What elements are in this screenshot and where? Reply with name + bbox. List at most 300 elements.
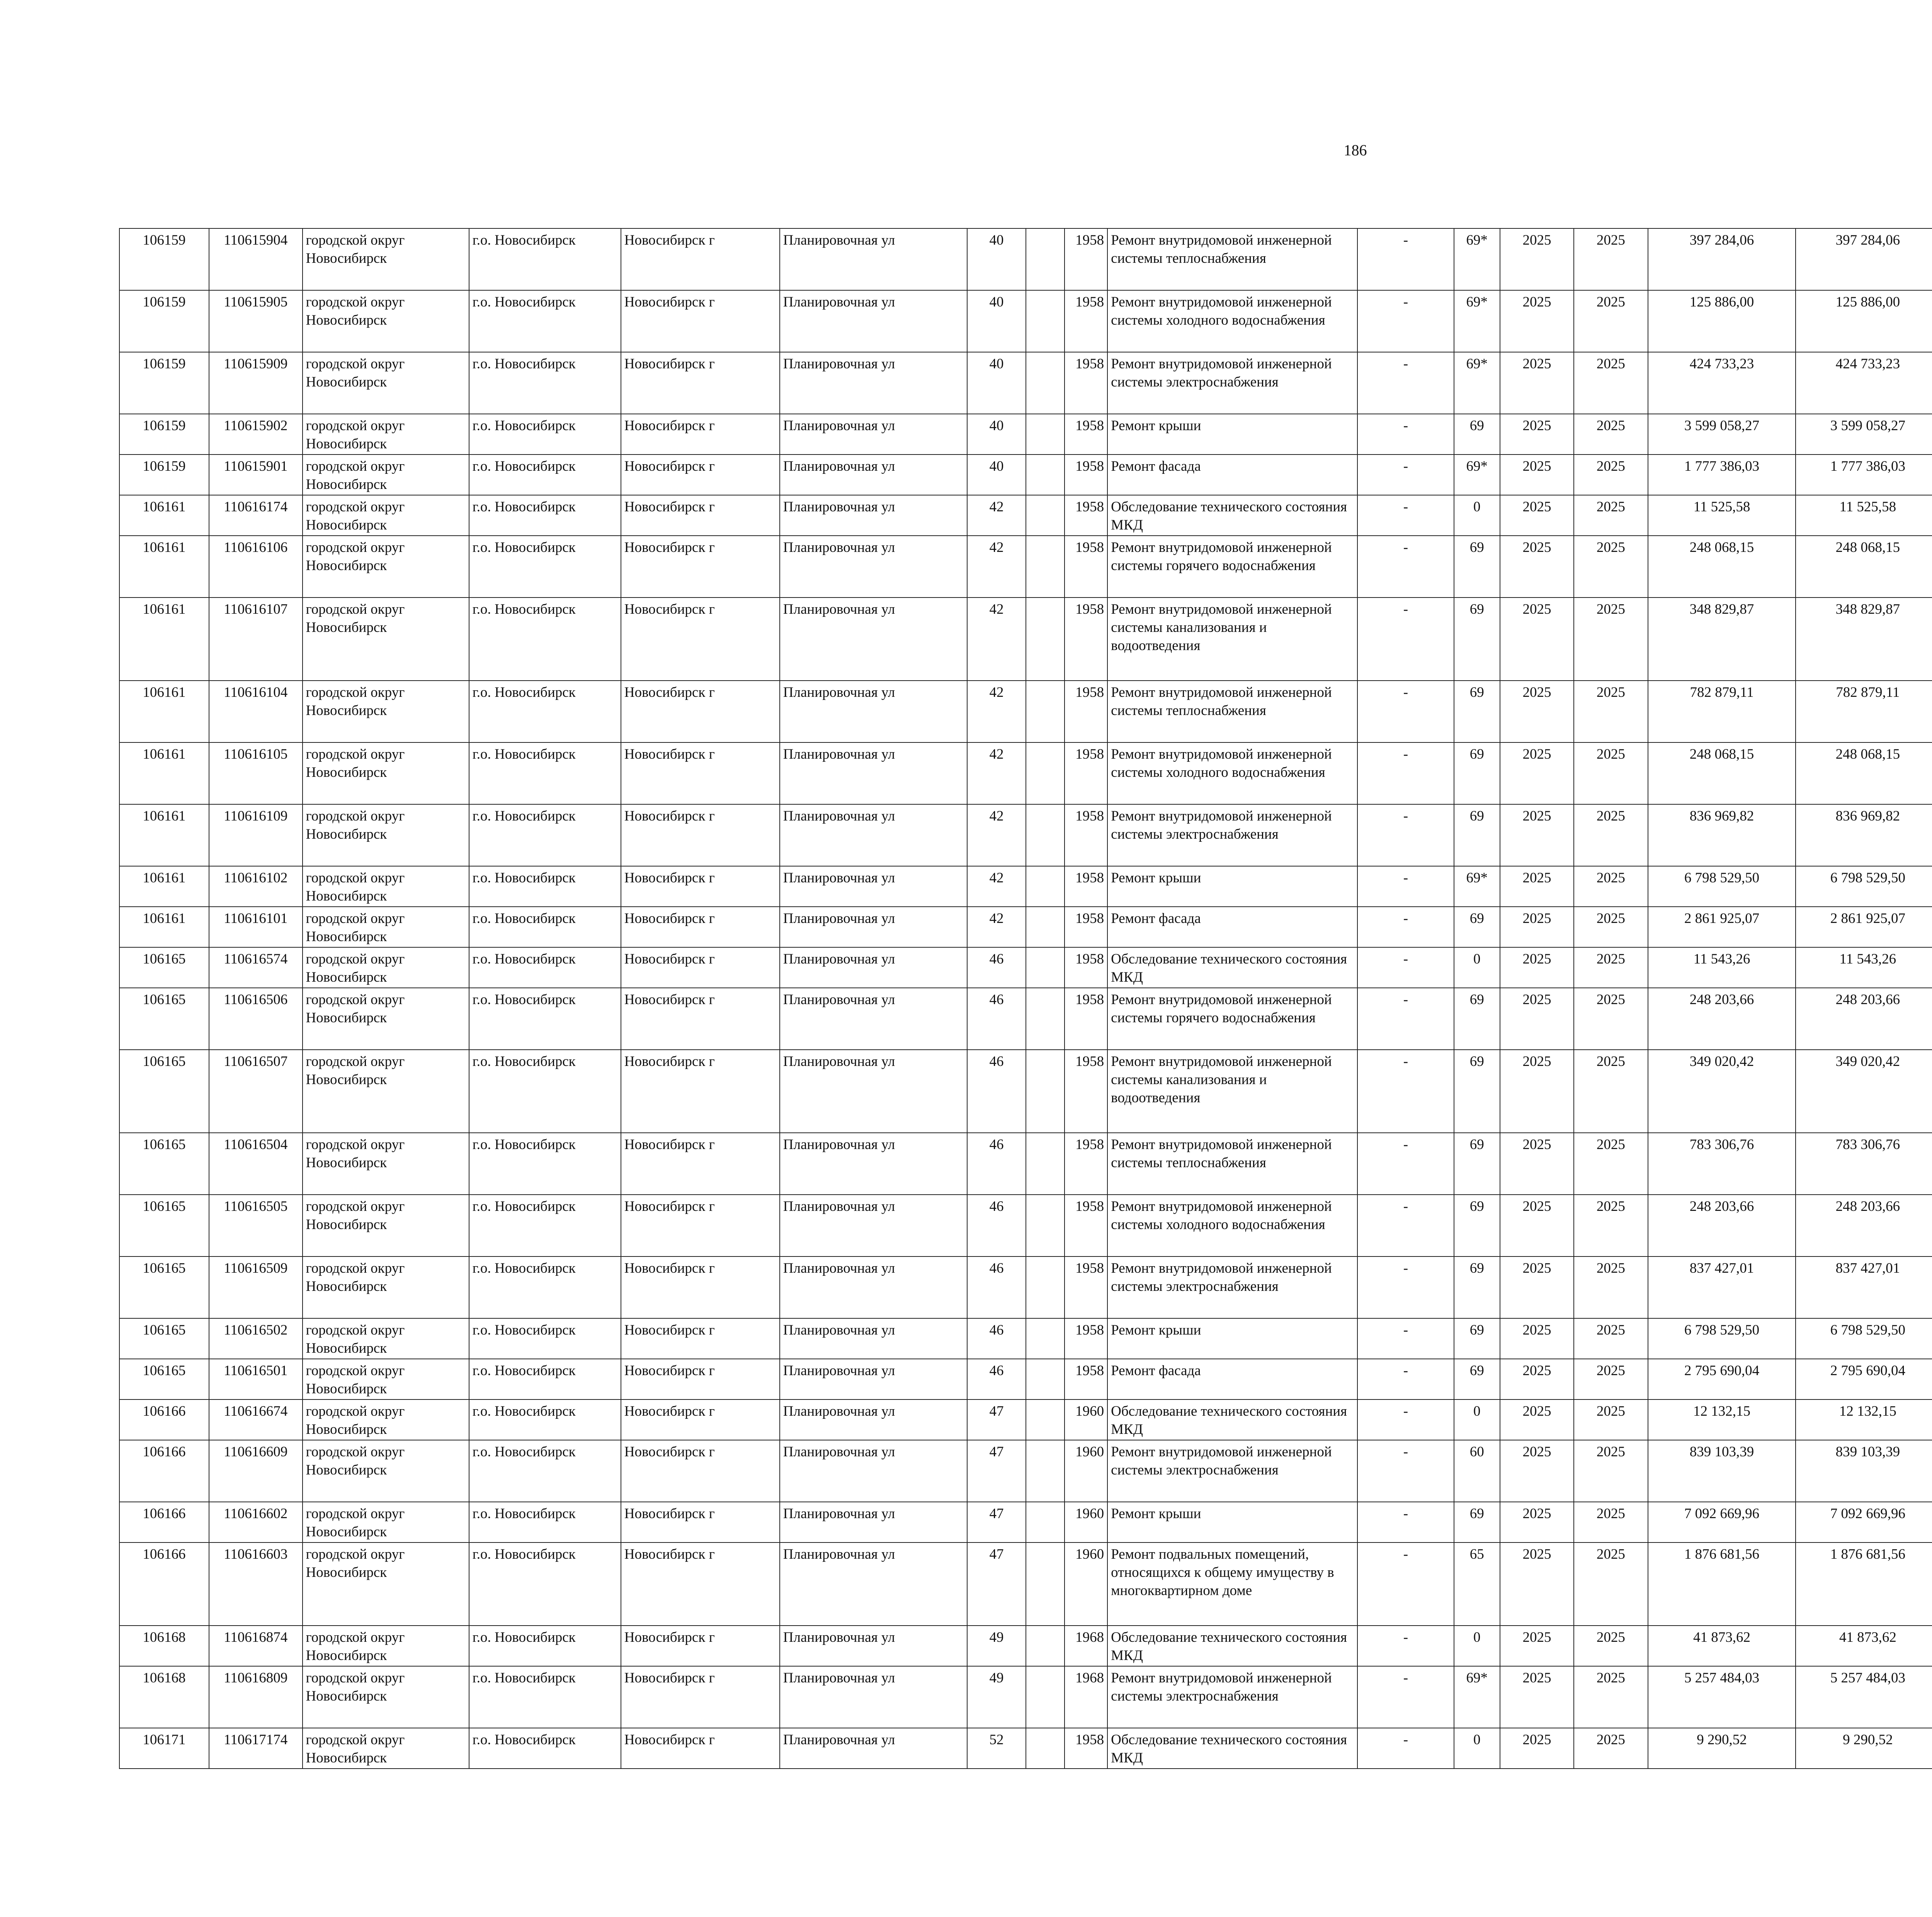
dash-cell: - [1357, 1542, 1454, 1626]
street-cell: Планировочная ул [780, 866, 968, 907]
done-year-cell: 2025 [1574, 536, 1648, 598]
total-cost-cell: 6 798 529,50 [1648, 1318, 1796, 1359]
plan-year-cell: 2025 [1500, 352, 1574, 414]
street-cell: Планировочная ул [780, 598, 968, 681]
municipality-cell: городской округ Новосибирск [303, 681, 469, 742]
table-row [119, 352, 1932, 414]
house-id-cell: 106161 [119, 495, 209, 536]
fund-cost-cell: 782 879,11 [1796, 681, 1932, 742]
municipality-cell: городской округ Новосибирск [303, 536, 469, 598]
municipality-cell: городской округ Новосибирск [303, 907, 469, 947]
work-type-cell: Ремонт внутридомовой инженерной системы электроснабжения [1107, 1256, 1357, 1318]
district-cell: г.о. Новосибирск [469, 1440, 621, 1502]
fund-cost-cell: 837 427,01 [1796, 1256, 1932, 1318]
house-id-cell: 106165 [119, 1318, 209, 1359]
locality-cell: Новосибирск г [621, 598, 780, 681]
wear-cell: 65 [1454, 1542, 1500, 1626]
done-year-cell: 2025 [1574, 352, 1648, 414]
dash-cell: - [1357, 1359, 1454, 1399]
fund-cost-cell: 1 876 681,56 [1796, 1542, 1932, 1626]
municipality-cell: городской округ Новосибирск [303, 742, 469, 804]
wear-cell: 69* [1454, 228, 1500, 290]
plan-year-cell: 2025 [1500, 455, 1574, 495]
year-built-cell: 1958 [1065, 290, 1107, 352]
building-cell [1026, 1318, 1065, 1359]
house-number-cell: 40 [967, 290, 1026, 352]
dash-cell: - [1357, 290, 1454, 352]
locality-cell: Новосибирск г [621, 947, 780, 988]
dash-cell: - [1357, 866, 1454, 907]
locality-cell: Новосибирск г [621, 1133, 780, 1195]
house-id-cell: 106171 [119, 1728, 209, 1769]
done-year-cell: 2025 [1574, 681, 1648, 742]
house-number-cell: 46 [967, 947, 1026, 988]
wear-cell: 69 [1454, 1195, 1500, 1256]
done-year-cell: 2025 [1574, 1195, 1648, 1256]
total-cost-cell: 11 525,58 [1648, 495, 1796, 536]
table-row [119, 804, 1932, 866]
plan-year-cell: 2025 [1500, 1359, 1574, 1399]
year-built-cell: 1958 [1065, 866, 1107, 907]
house-id-cell: 106165 [119, 1050, 209, 1133]
work-id-cell: 110616105 [209, 742, 303, 804]
work-id-cell: 110616506 [209, 988, 303, 1050]
done-year-cell: 2025 [1574, 1440, 1648, 1502]
plan-year-cell: 2025 [1500, 947, 1574, 988]
plan-year-cell: 2025 [1500, 907, 1574, 947]
dash-cell: - [1357, 228, 1454, 290]
plan-year-cell: 2025 [1500, 414, 1574, 455]
building-cell [1026, 907, 1065, 947]
street-cell: Планировочная ул [780, 1318, 968, 1359]
table-row [119, 1502, 1932, 1542]
street-cell: Планировочная ул [780, 290, 968, 352]
wear-cell: 0 [1454, 1728, 1500, 1769]
building-cell [1026, 1542, 1065, 1626]
locality-cell: Новосибирск г [621, 742, 780, 804]
year-built-cell: 1958 [1065, 947, 1107, 988]
dash-cell: - [1357, 1050, 1454, 1133]
fund-cost-cell: 6 798 529,50 [1796, 1318, 1932, 1359]
dash-cell: - [1357, 988, 1454, 1050]
work-type-cell: Ремонт внутридомовой инженерной системы холодного водоснабжения [1107, 1195, 1357, 1256]
dash-cell: - [1357, 1195, 1454, 1256]
table-row [119, 1626, 1932, 1666]
capital-repair-table [119, 228, 1932, 1769]
fund-cost-cell: 248 068,15 [1796, 742, 1932, 804]
done-year-cell: 2025 [1574, 1318, 1648, 1359]
wear-cell: 69 [1454, 804, 1500, 866]
wear-cell: 69* [1454, 290, 1500, 352]
dash-cell: - [1357, 947, 1454, 988]
table-row [119, 742, 1932, 804]
municipality-cell: городской округ Новосибирск [303, 598, 469, 681]
done-year-cell: 2025 [1574, 1133, 1648, 1195]
total-cost-cell: 5 257 484,03 [1648, 1666, 1796, 1728]
building-cell [1026, 1399, 1065, 1440]
plan-year-cell: 2025 [1500, 1728, 1574, 1769]
building-cell [1026, 1050, 1065, 1133]
locality-cell: Новосибирск г [621, 228, 780, 290]
done-year-cell: 2025 [1574, 290, 1648, 352]
street-cell: Планировочная ул [780, 1195, 968, 1256]
dash-cell: - [1357, 1133, 1454, 1195]
house-number-cell: 42 [967, 536, 1026, 598]
year-built-cell: 1958 [1065, 742, 1107, 804]
building-cell [1026, 228, 1065, 290]
street-cell: Планировочная ул [780, 1133, 968, 1195]
house-number-cell: 47 [967, 1542, 1026, 1626]
total-cost-cell: 782 879,11 [1648, 681, 1796, 742]
table-row [119, 1728, 1932, 1769]
work-id-cell: 110615905 [209, 290, 303, 352]
house-id-cell: 106161 [119, 804, 209, 866]
house-number-cell: 46 [967, 1359, 1026, 1399]
year-built-cell: 1958 [1065, 1256, 1107, 1318]
house-number-cell: 42 [967, 598, 1026, 681]
locality-cell: Новосибирск г [621, 1399, 780, 1440]
wear-cell: 69 [1454, 414, 1500, 455]
house-number-cell: 42 [967, 866, 1026, 907]
plan-year-cell: 2025 [1500, 804, 1574, 866]
house-number-cell: 52 [967, 1728, 1026, 1769]
district-cell: г.о. Новосибирск [469, 947, 621, 988]
municipality-cell: городской округ Новосибирск [303, 1359, 469, 1399]
locality-cell: Новосибирск г [621, 352, 780, 414]
total-cost-cell: 248 203,66 [1648, 1195, 1796, 1256]
house-id-cell: 106168 [119, 1626, 209, 1666]
street-cell: Планировочная ул [780, 536, 968, 598]
plan-year-cell: 2025 [1500, 598, 1574, 681]
building-cell [1026, 1728, 1065, 1769]
done-year-cell: 2025 [1574, 598, 1648, 681]
wear-cell: 0 [1454, 495, 1500, 536]
locality-cell: Новосибирск г [621, 1195, 780, 1256]
table-row [119, 598, 1932, 681]
work-type-cell: Ремонт внутридомовой инженерной системы теплоснабжения [1107, 681, 1357, 742]
building-cell [1026, 1502, 1065, 1542]
district-cell: г.о. Новосибирск [469, 1359, 621, 1399]
district-cell: г.о. Новосибирск [469, 742, 621, 804]
work-id-cell: 110616874 [209, 1626, 303, 1666]
done-year-cell: 2025 [1574, 1542, 1648, 1626]
year-built-cell: 1958 [1065, 1359, 1107, 1399]
locality-cell: Новосибирск г [621, 1666, 780, 1728]
year-built-cell: 1960 [1065, 1399, 1107, 1440]
work-id-cell: 110616574 [209, 947, 303, 988]
work-type-cell: Ремонт крыши [1107, 866, 1357, 907]
total-cost-cell: 2 795 690,04 [1648, 1359, 1796, 1399]
table-row [119, 228, 1932, 290]
work-id-cell: 110616609 [209, 1440, 303, 1502]
table-row [119, 1359, 1932, 1399]
municipality-cell: городской округ Новосибирск [303, 804, 469, 866]
fund-cost-cell: 397 284,06 [1796, 228, 1932, 290]
plan-year-cell: 2025 [1500, 1542, 1574, 1626]
building-cell [1026, 352, 1065, 414]
house-number-cell: 40 [967, 455, 1026, 495]
work-type-cell: Ремонт внутридомовой инженерной системы горячего водоснабжения [1107, 536, 1357, 598]
locality-cell: Новосибирск г [621, 1626, 780, 1666]
municipality-cell: городской округ Новосибирск [303, 1440, 469, 1502]
building-cell [1026, 742, 1065, 804]
total-cost-cell: 125 886,00 [1648, 290, 1796, 352]
house-id-cell: 106159 [119, 352, 209, 414]
year-built-cell: 1958 [1065, 1195, 1107, 1256]
done-year-cell: 2025 [1574, 1399, 1648, 1440]
locality-cell: Новосибирск г [621, 1440, 780, 1502]
house-number-cell: 42 [967, 742, 1026, 804]
district-cell: г.о. Новосибирск [469, 598, 621, 681]
district-cell: г.о. Новосибирск [469, 1542, 621, 1626]
total-cost-cell: 1 777 386,03 [1648, 455, 1796, 495]
work-type-cell: Ремонт внутридомовой инженерной системы электроснабжения [1107, 352, 1357, 414]
total-cost-cell: 348 829,87 [1648, 598, 1796, 681]
locality-cell: Новосибирск г [621, 1256, 780, 1318]
work-type-cell: Обследование технического состояния МКД [1107, 947, 1357, 988]
fund-cost-cell: 11 543,26 [1796, 947, 1932, 988]
year-built-cell: 1960 [1065, 1502, 1107, 1542]
street-cell: Планировочная ул [780, 1050, 968, 1133]
table-row [119, 1542, 1932, 1626]
municipality-cell: городской округ Новосибирск [303, 1256, 469, 1318]
work-type-cell: Ремонт подвальных помещений, относящихся к общему имуществу в многоквартирном доме [1107, 1542, 1357, 1626]
work-type-cell: Ремонт фасада [1107, 455, 1357, 495]
table-row [119, 1440, 1932, 1502]
locality-cell: Новосибирск г [621, 495, 780, 536]
work-id-cell: 110616502 [209, 1318, 303, 1359]
wear-cell: 0 [1454, 947, 1500, 988]
house-id-cell: 106168 [119, 1666, 209, 1728]
work-type-cell: Ремонт внутридомовой инженерной системы теплоснабжения [1107, 1133, 1357, 1195]
street-cell: Планировочная ул [780, 988, 968, 1050]
fund-cost-cell: 424 733,23 [1796, 352, 1932, 414]
municipality-cell: городской округ Новосибирск [303, 1133, 469, 1195]
house-id-cell: 106161 [119, 866, 209, 907]
plan-year-cell: 2025 [1500, 1502, 1574, 1542]
house-number-cell: 40 [967, 352, 1026, 414]
house-number-cell: 46 [967, 1050, 1026, 1133]
total-cost-cell: 6 798 529,50 [1648, 866, 1796, 907]
building-cell [1026, 1666, 1065, 1728]
fund-cost-cell: 6 798 529,50 [1796, 866, 1932, 907]
municipality-cell: городской округ Новосибирск [303, 352, 469, 414]
house-id-cell: 106161 [119, 536, 209, 598]
year-built-cell: 1958 [1065, 352, 1107, 414]
municipality-cell: городской округ Новосибирск [303, 947, 469, 988]
done-year-cell: 2025 [1574, 1502, 1648, 1542]
dash-cell: - [1357, 414, 1454, 455]
year-built-cell: 1958 [1065, 681, 1107, 742]
plan-year-cell: 2025 [1500, 1318, 1574, 1359]
district-cell: г.о. Новосибирск [469, 1728, 621, 1769]
fund-cost-cell: 12 132,15 [1796, 1399, 1932, 1440]
house-id-cell: 106159 [119, 228, 209, 290]
total-cost-cell: 11 543,26 [1648, 947, 1796, 988]
municipality-cell: городской округ Новосибирск [303, 1666, 469, 1728]
table-row [119, 1666, 1932, 1728]
street-cell: Планировочная ул [780, 414, 968, 455]
building-cell [1026, 536, 1065, 598]
done-year-cell: 2025 [1574, 742, 1648, 804]
municipality-cell: городской округ Новосибирск [303, 1195, 469, 1256]
done-year-cell: 2025 [1574, 1050, 1648, 1133]
municipality-cell: городской округ Новосибирск [303, 1050, 469, 1133]
street-cell: Планировочная ул [780, 947, 968, 988]
work-id-cell: 110616507 [209, 1050, 303, 1133]
locality-cell: Новосибирск г [621, 988, 780, 1050]
building-cell [1026, 988, 1065, 1050]
building-cell [1026, 1626, 1065, 1666]
house-number-cell: 42 [967, 681, 1026, 742]
fund-cost-cell: 349 020,42 [1796, 1050, 1932, 1133]
work-id-cell: 110616107 [209, 598, 303, 681]
plan-year-cell: 2025 [1500, 536, 1574, 598]
locality-cell: Новосибирск г [621, 414, 780, 455]
dash-cell: - [1357, 455, 1454, 495]
work-type-cell: Ремонт внутридомовой инженерной системы электроснабжения [1107, 1666, 1357, 1728]
house-number-cell: 46 [967, 1256, 1026, 1318]
plan-year-cell: 2025 [1500, 1666, 1574, 1728]
district-cell: г.о. Новосибирск [469, 352, 621, 414]
year-built-cell: 1958 [1065, 536, 1107, 598]
year-built-cell: 1958 [1065, 907, 1107, 947]
wear-cell: 69 [1454, 681, 1500, 742]
house-id-cell: 106165 [119, 988, 209, 1050]
building-cell [1026, 455, 1065, 495]
house-number-cell: 40 [967, 414, 1026, 455]
locality-cell: Новосибирск г [621, 1050, 780, 1133]
table-row [119, 495, 1932, 536]
fund-cost-cell: 248 203,66 [1796, 1195, 1932, 1256]
wear-cell: 69* [1454, 352, 1500, 414]
work-id-cell: 110616104 [209, 681, 303, 742]
locality-cell: Новосибирск г [621, 681, 780, 742]
work-type-cell: Ремонт внутридомовой инженерной системы холодного водоснабжения [1107, 290, 1357, 352]
work-type-cell: Ремонт внутридомовой инженерной системы канализования и водоотведения [1107, 598, 1357, 681]
page-number: 186 [1344, 141, 1367, 159]
work-type-cell: Ремонт внутридомовой инженерной системы горячего водоснабжения [1107, 988, 1357, 1050]
dash-cell: - [1357, 1666, 1454, 1728]
work-id-cell: 110616509 [209, 1256, 303, 1318]
house-number-cell: 49 [967, 1626, 1026, 1666]
work-type-cell: Ремонт внутридомовой инженерной системы теплоснабжения [1107, 228, 1357, 290]
street-cell: Планировочная ул [780, 1626, 968, 1666]
year-built-cell: 1958 [1065, 495, 1107, 536]
total-cost-cell: 783 306,76 [1648, 1133, 1796, 1195]
locality-cell: Новосибирск г [621, 455, 780, 495]
plan-year-cell: 2025 [1500, 290, 1574, 352]
house-id-cell: 106159 [119, 290, 209, 352]
table-row [119, 1318, 1932, 1359]
building-cell [1026, 1133, 1065, 1195]
wear-cell: 69 [1454, 1318, 1500, 1359]
work-id-cell: 110616501 [209, 1359, 303, 1399]
total-cost-cell: 424 733,23 [1648, 352, 1796, 414]
work-id-cell: 110616109 [209, 804, 303, 866]
fund-cost-cell: 836 969,82 [1796, 804, 1932, 866]
dash-cell: - [1357, 536, 1454, 598]
wear-cell: 69 [1454, 742, 1500, 804]
plan-year-cell: 2025 [1500, 1195, 1574, 1256]
work-id-cell: 110616504 [209, 1133, 303, 1195]
dash-cell: - [1357, 1318, 1454, 1359]
wear-cell: 69 [1454, 1359, 1500, 1399]
district-cell: г.о. Новосибирск [469, 1133, 621, 1195]
work-type-cell: Ремонт внутридомовой инженерной системы холодного водоснабжения [1107, 742, 1357, 804]
street-cell: Планировочная ул [780, 1666, 968, 1728]
locality-cell: Новосибирск г [621, 1502, 780, 1542]
table-row [119, 1195, 1932, 1256]
work-id-cell: 110616602 [209, 1502, 303, 1542]
house-number-cell: 47 [967, 1502, 1026, 1542]
work-type-cell: Обследование технического состояния МКД [1107, 1728, 1357, 1769]
house-number-cell: 46 [967, 1318, 1026, 1359]
house-number-cell: 42 [967, 804, 1026, 866]
street-cell: Планировочная ул [780, 681, 968, 742]
done-year-cell: 2025 [1574, 1728, 1648, 1769]
total-cost-cell: 2 861 925,07 [1648, 907, 1796, 947]
year-built-cell: 1958 [1065, 455, 1107, 495]
table-row [119, 1256, 1932, 1318]
year-built-cell: 1958 [1065, 1728, 1107, 1769]
house-id-cell: 106165 [119, 947, 209, 988]
house-id-cell: 106161 [119, 598, 209, 681]
fund-cost-cell: 2 861 925,07 [1796, 907, 1932, 947]
district-cell: г.о. Новосибирск [469, 988, 621, 1050]
work-id-cell: 110615909 [209, 352, 303, 414]
locality-cell: Новосибирск г [621, 907, 780, 947]
locality-cell: Новосибирск г [621, 1359, 780, 1399]
house-number-cell: 42 [967, 495, 1026, 536]
work-id-cell: 110616505 [209, 1195, 303, 1256]
year-built-cell: 1958 [1065, 988, 1107, 1050]
dash-cell: - [1357, 1399, 1454, 1440]
street-cell: Планировочная ул [780, 1728, 968, 1769]
work-id-cell: 110616809 [209, 1666, 303, 1728]
house-id-cell: 106166 [119, 1440, 209, 1502]
municipality-cell: городской округ Новосибирск [303, 228, 469, 290]
done-year-cell: 2025 [1574, 455, 1648, 495]
dash-cell: - [1357, 352, 1454, 414]
table-row [119, 988, 1932, 1050]
municipality-cell: городской округ Новосибирск [303, 1728, 469, 1769]
total-cost-cell: 7 092 669,96 [1648, 1502, 1796, 1542]
plan-year-cell: 2025 [1500, 1133, 1574, 1195]
district-cell: г.о. Новосибирск [469, 1399, 621, 1440]
building-cell [1026, 495, 1065, 536]
year-built-cell: 1958 [1065, 414, 1107, 455]
work-id-cell: 110616174 [209, 495, 303, 536]
plan-year-cell: 2025 [1500, 495, 1574, 536]
district-cell: г.о. Новосибирск [469, 1050, 621, 1133]
house-id-cell: 106159 [119, 455, 209, 495]
locality-cell: Новосибирск г [621, 1318, 780, 1359]
district-cell: г.о. Новосибирск [469, 1502, 621, 1542]
dash-cell: - [1357, 804, 1454, 866]
building-cell [1026, 1195, 1065, 1256]
building-cell [1026, 414, 1065, 455]
street-cell: Планировочная ул [780, 1256, 968, 1318]
fund-cost-cell: 3 599 058,27 [1796, 414, 1932, 455]
table-row [119, 1050, 1932, 1133]
house-id-cell: 106161 [119, 907, 209, 947]
dash-cell: - [1357, 495, 1454, 536]
fund-cost-cell: 839 103,39 [1796, 1440, 1932, 1502]
total-cost-cell: 41 873,62 [1648, 1626, 1796, 1666]
municipality-cell: городской округ Новосибирск [303, 495, 469, 536]
municipality-cell: городской округ Новосибирск [303, 866, 469, 907]
